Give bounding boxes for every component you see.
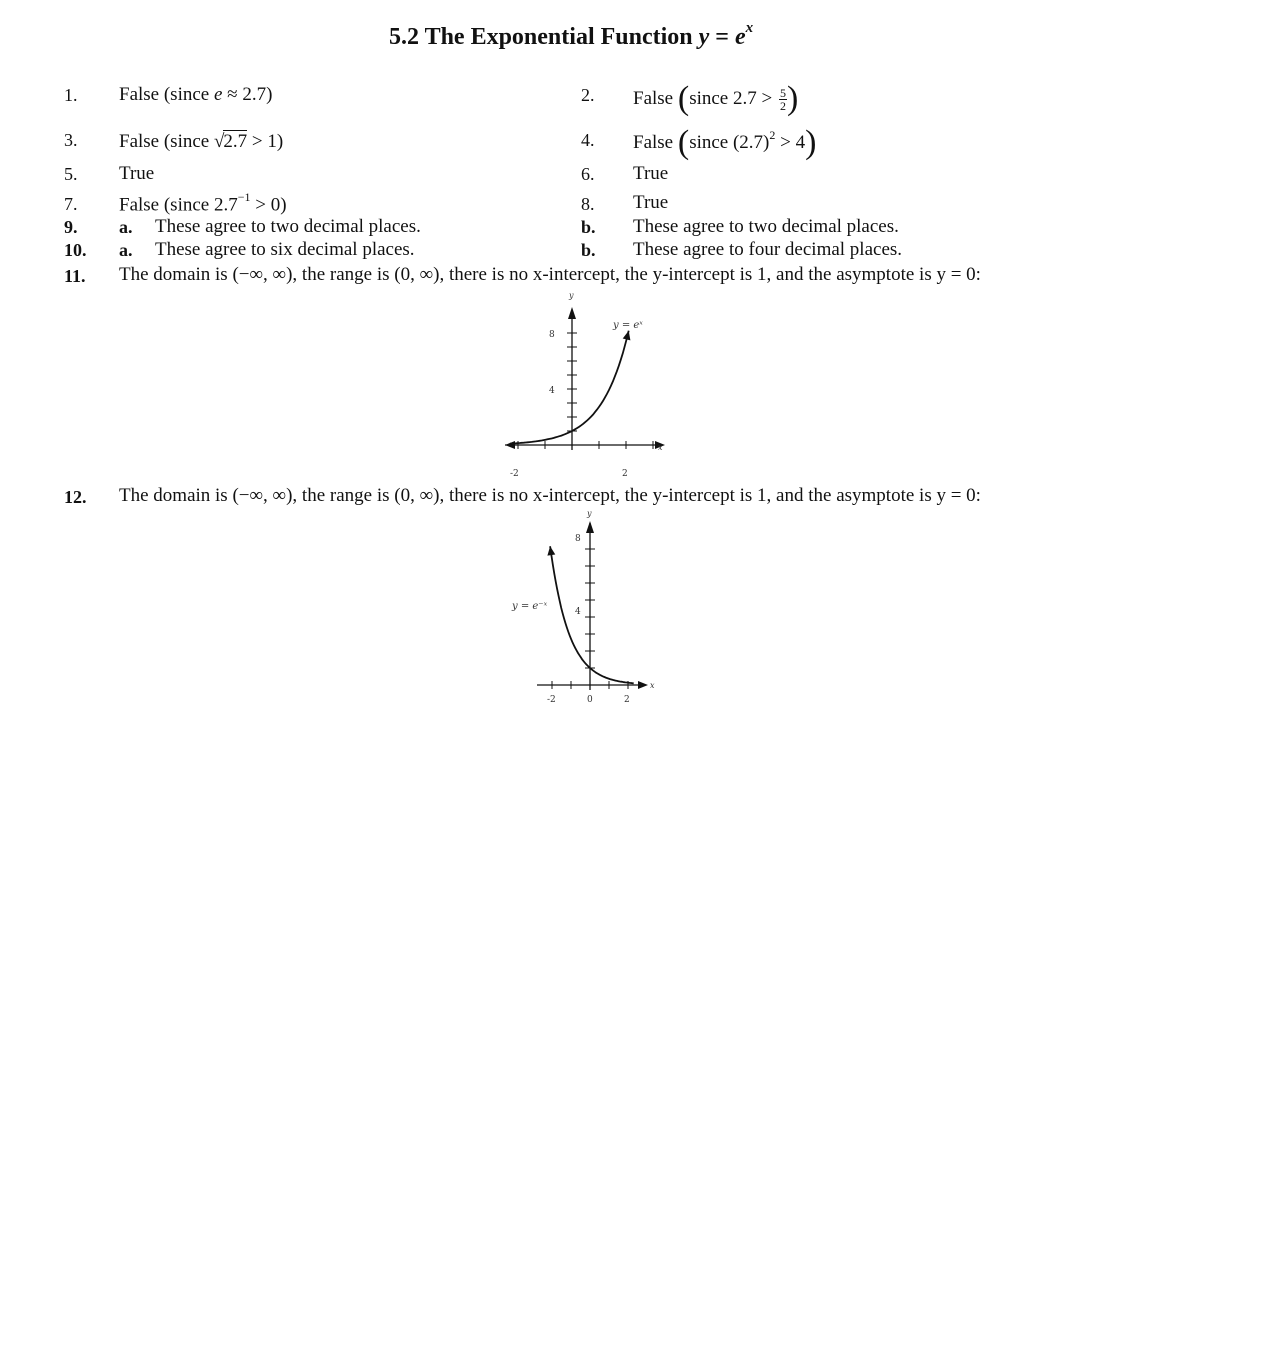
fraction: [779, 87, 787, 112]
curve-label: y = eˣ: [613, 320, 643, 331]
item-3-answer: [119, 130, 283, 151]
curve-arrow: [547, 546, 555, 555]
page-title: [389, 20, 754, 50]
item-number: 8.: [581, 194, 595, 214]
x-tick-label: -2: [510, 469, 519, 479]
radicand: 2.7: [223, 131, 248, 152]
y-axis-arrow: [586, 521, 594, 533]
item-5-answer: True: [119, 163, 155, 184]
paren-open: (: [677, 124, 690, 161]
answer-text: False (since 2.7: [119, 194, 238, 216]
item-number: 9.: [64, 217, 78, 237]
y-tick-label: 8: [575, 534, 581, 544]
answer-text: ≈ 2.7): [222, 84, 273, 105]
title-y: y: [698, 24, 710, 50]
answer-text: > 4: [775, 132, 806, 153]
sqrt-symbol: [214, 130, 247, 151]
part-b-answer: These agree to two decimal places.: [633, 216, 899, 237]
title-e: e: [734, 24, 746, 50]
paren-close: ): [805, 124, 817, 161]
answer-text: since (2.7): [689, 132, 770, 153]
y-axis-label: y: [569, 291, 574, 300]
part-b-answer: These agree to four decimal places.: [633, 239, 903, 260]
answer-text: False (since: [119, 84, 214, 105]
answer-text: The domain is (−∞, ∞), the range is (0, ∞), there is no x-intercept, the y-intercept is 1, and the asymptote is y = 0:: [119, 485, 981, 506]
paren-close: ): [786, 80, 799, 117]
x-tick-label: 2: [624, 695, 630, 705]
answer-text: False: [633, 132, 674, 153]
y-tick-label: 4: [575, 607, 581, 617]
part-b-label: b.: [581, 240, 596, 260]
item-4-answer: [633, 121, 817, 161]
frac-den: 2: [779, 99, 786, 114]
tick-marks: [518, 333, 653, 449]
x-axis-label: x: [658, 443, 663, 452]
x-tick-label: 0: [587, 695, 593, 705]
curve-exp-neg: [550, 546, 634, 683]
part-a-answer: These agree to six decimal places.: [155, 239, 415, 260]
item-number: 1.: [64, 85, 78, 105]
item-number: 11.: [64, 266, 86, 286]
title-x: x: [745, 20, 754, 36]
exponent: −1: [237, 190, 251, 204]
item-number: 10.: [64, 240, 87, 260]
y-axis-label: y: [587, 509, 592, 518]
answer-text: > 1): [247, 131, 284, 152]
x-tick-label: -2: [547, 695, 556, 705]
answer-text: > 0): [250, 194, 287, 216]
y-tick-label: 4: [549, 386, 555, 396]
x-axis-label: x: [650, 681, 655, 690]
part-a-answer: These agree to two decimal places.: [155, 216, 421, 237]
title-eq: =: [709, 24, 735, 50]
x-tick-label: 2: [622, 469, 628, 479]
x-axis-arrow-right: [638, 681, 648, 689]
paren-open: (: [677, 80, 690, 117]
item-8-answer: True: [633, 192, 669, 213]
curve-label: y = e⁻ˣ: [512, 601, 548, 612]
answer-text: since 2.7 >: [689, 88, 777, 109]
item-number: 6.: [581, 164, 595, 184]
part-a-label: a.: [119, 240, 133, 260]
item-number: 4.: [581, 130, 595, 150]
answer-text: False: [633, 88, 674, 109]
answer-text: False (since: [119, 131, 214, 152]
graph-exp-neg: [505, 505, 685, 705]
part-b-label: b.: [581, 217, 596, 237]
y-tick-label: 8: [549, 330, 555, 340]
item-1-answer: [119, 85, 272, 104]
item-number: 2.: [581, 85, 595, 105]
radical-sign: √: [213, 131, 225, 152]
item-2-answer: [633, 77, 799, 117]
y-axis-arrow: [568, 307, 576, 319]
frac-num: 5: [779, 86, 786, 101]
title-prefix: 5.2 The Exponential Function: [389, 24, 699, 50]
item-11-answer: The domain is (−∞, ∞), the range is (0, ∞), there is no x-intercept, the y-intercept is 1, and the asymptote is y = 0:: [119, 264, 981, 285]
item-number: 5.: [64, 164, 78, 184]
item-number: 12.: [64, 487, 87, 507]
item-number: 7.: [64, 194, 78, 214]
item-6-answer: True: [633, 163, 669, 184]
x-axis-arrow-left: [505, 441, 515, 449]
graph-exp: [495, 285, 675, 485]
item-number: 3.: [64, 130, 78, 150]
answer-var: e: [213, 84, 223, 105]
item-12-answer: [119, 486, 981, 505]
part-a-label: a.: [119, 217, 133, 237]
item-7-answer: [119, 190, 287, 216]
exponent: 2: [769, 127, 776, 142]
curve-exp: [510, 331, 629, 444]
